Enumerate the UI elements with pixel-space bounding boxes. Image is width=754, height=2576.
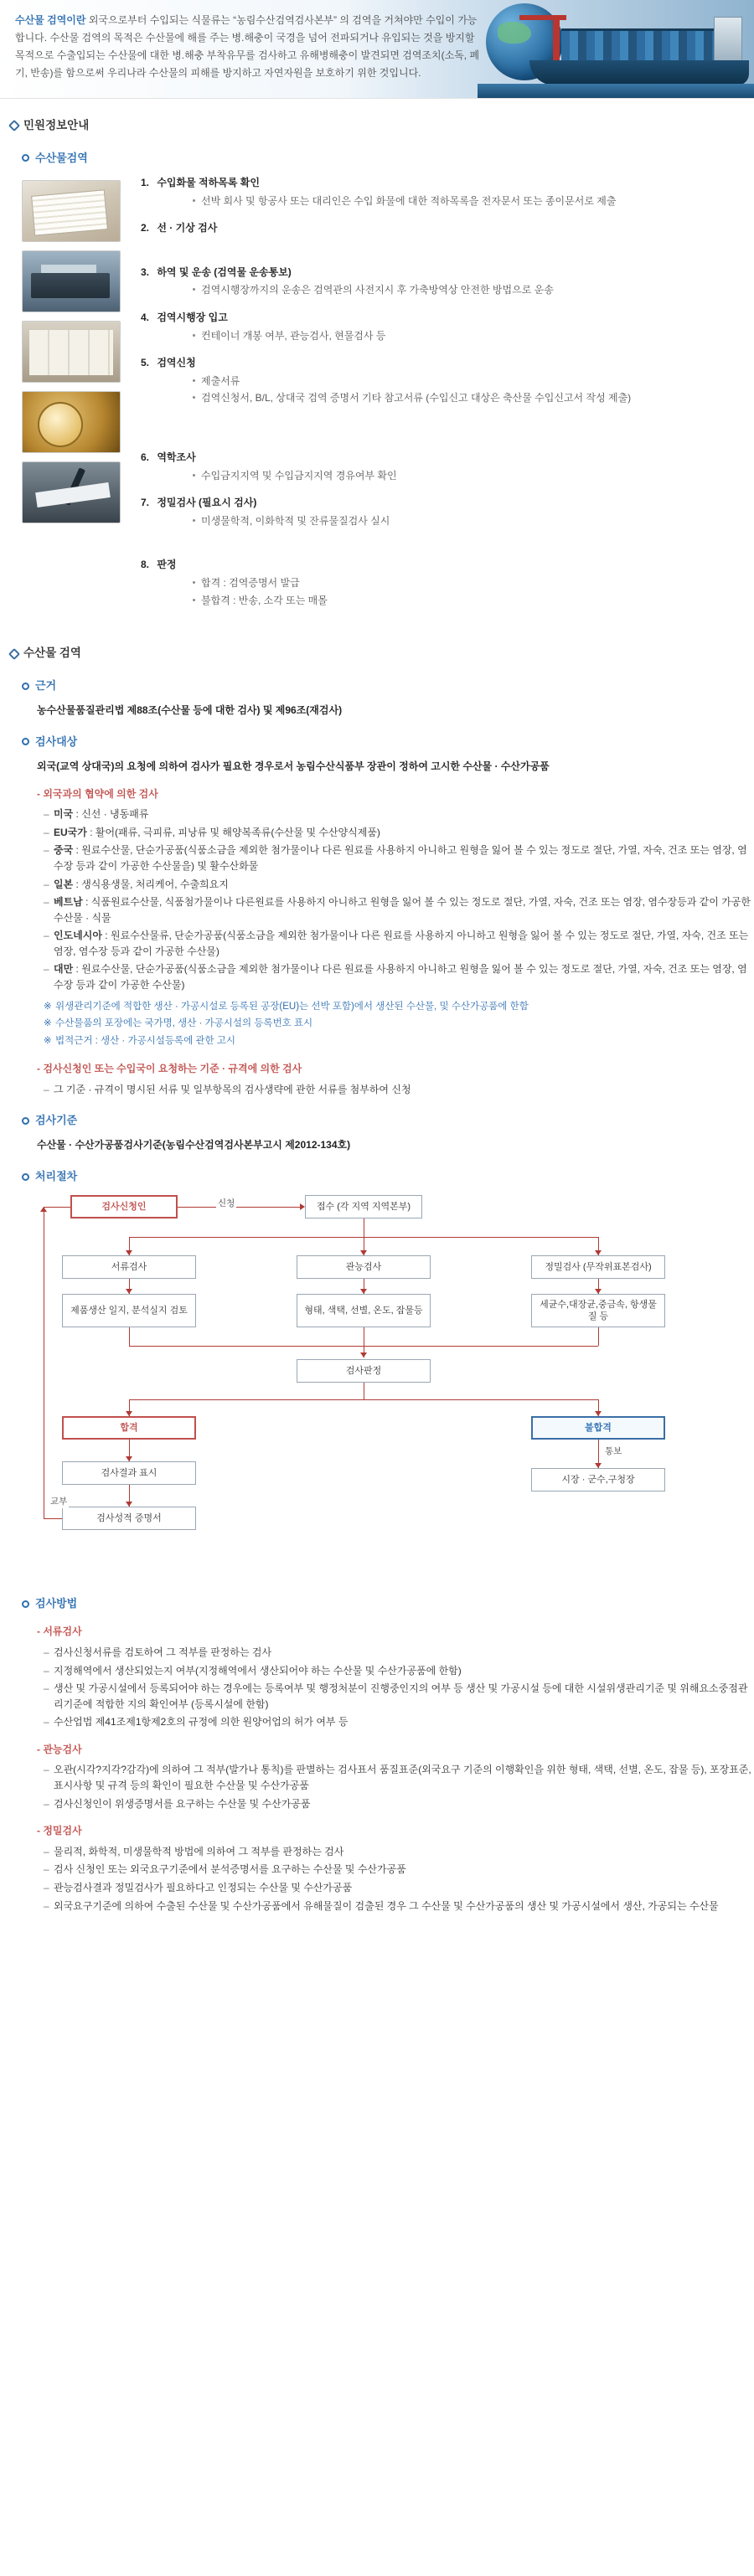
flow-node-doc-detail: 제품생산 일지, 분석실지 검토 bbox=[62, 1294, 196, 1327]
target-request-list bbox=[44, 1082, 754, 1098]
flow-connector bbox=[598, 1327, 599, 1346]
step-detail-list bbox=[191, 575, 754, 608]
flow-node-pass: 합격 bbox=[62, 1416, 196, 1440]
step-title: 선 · 기상 검사 bbox=[157, 222, 218, 234]
list-item: – 검사신청서류를 검토하여 그 적부를 판정하는 검사 bbox=[44, 1645, 754, 1661]
step-detail-list bbox=[191, 328, 754, 344]
subsection-quarantine-title bbox=[22, 150, 754, 167]
procedure-step-title bbox=[141, 310, 754, 326]
section-main-title bbox=[10, 645, 754, 662]
flow-node-mark: 검사결과 표시 bbox=[62, 1461, 196, 1485]
target-intro: 외국(교역 상대국)의 요청에 의하여 검사가 필요한 경우로서 농림수산식품부 장관이 정하여 고시한 수산물 · 수산가공품 bbox=[37, 760, 550, 772]
photo-truck bbox=[22, 250, 121, 312]
method-item-list bbox=[44, 1645, 754, 1730]
step-detail-list bbox=[191, 193, 754, 209]
list-item: 컨테이너 개봉 여부, 관능검사, 현물검사 등 bbox=[191, 328, 754, 344]
photo-lab-dish bbox=[22, 391, 121, 453]
flow-label-notify: 통보 bbox=[603, 1445, 623, 1458]
list-item: – 수산업법 제41조제1항제2호의 규정에 의한 원양어업의 허가 여부 등 bbox=[44, 1714, 754, 1730]
ring-bullet-icon bbox=[22, 1600, 29, 1608]
flow-connector bbox=[44, 1207, 70, 1208]
method-item-list bbox=[44, 1844, 754, 1914]
procedure-photo-list bbox=[22, 175, 754, 620]
crane-icon bbox=[553, 15, 560, 62]
list-item: – 일본 : 생식용생물, 처리케어, 수출희요지 bbox=[44, 877, 754, 893]
list-item: 제출서류 bbox=[191, 374, 754, 389]
list-item: – 오관(시각?지각?감각)에 의하여 그 적부(발가나 통칙)를 판별하는 검사표서 품질표준(외국요구 기준의 이행확인을 위한 형태, 색택, 선별, 온도, 잡물 등), 포장표준, 표시사항 및 규격 등의 확인이 필요한 수산물 및 수산가공품 bbox=[44, 1762, 754, 1793]
list-item: ※ 법적근거 : 생산 · 가공시설등록에 관한 고시 bbox=[44, 1034, 754, 1049]
banner-body: 외국으로부터 수입되는 식물류는 “농림수산검역검사본부” 의 검역을 거쳐야만 수입이 가능합니다. 수산물 검역의 목적은 수산물에 해를 주는 병.해충이 국경을 넘어 전파되거나 유입되는 것을 방지할 목적으로 수출입되는 수산물에 대한 병.해충 부착유무를 검사하고 유해병해충이 발견되면 검역조치(소독, 폐기, 반송)를 함으로써 우리나라 수산물의 피해를 방지하고 자연자원을 보호하기 위한 것입니다. bbox=[15, 14, 480, 79]
list-item: – 물리적, 화학적, 미생물학적 방법에 의하여 그 적부를 판정하는 검사 bbox=[44, 1844, 754, 1860]
subsection-methods-heading: 검사방법 bbox=[35, 1597, 78, 1610]
ring-bullet-icon bbox=[22, 154, 29, 162]
step-number: 8. bbox=[141, 559, 150, 571]
method-group-heading: - 정밀검사 bbox=[37, 1823, 754, 1839]
country-desc: 원료수산물, 단순가공품(식품소금을 제외한 첨가물이나 다른 원료를 사용하지 아니하고 원형을 잃어 볼 수 있는 정도로 절단, 가열, 자숙, 건조 또는 염장, 염수장 등과 같이 가공한 수산물) bbox=[54, 963, 747, 992]
ship-hull-icon bbox=[529, 60, 749, 85]
flow-node-applicant: 검사신청인 bbox=[70, 1195, 178, 1218]
banner-lead: 수산물 검역이란 bbox=[15, 14, 86, 26]
flow-node-cert: 검사성적 증명서 bbox=[62, 1507, 196, 1530]
photo-inspection-desk bbox=[22, 321, 121, 383]
step-title: 하역 및 운송 (검역물 운송통보) bbox=[157, 265, 292, 278]
list-item: – 관능검사결과 정밀검사가 필요하다고 인정되는 수산물 및 수산가공품 bbox=[44, 1880, 754, 1896]
ship-tower-icon bbox=[714, 17, 742, 62]
flow-connector bbox=[129, 1327, 130, 1346]
list-item: – 베트남 : 식품원료수산물, 식품첨가물이나 다른원료를 사용하지 아니하고 원형을 잃어 볼 수 있는 정도로 절단, 가열, 자숙, 건조 또는 염장, 염수장등과 같이 가공한 수산물 · 식물 bbox=[44, 894, 754, 925]
list-item: – 미국 : 신선 · 냉동패류 bbox=[44, 806, 754, 822]
subsection-procedure-title bbox=[22, 1168, 754, 1185]
step-number: 3. bbox=[141, 265, 150, 278]
flow-arrow bbox=[40, 1207, 47, 1212]
list-item: 미생물학적, 이화학적 및 잔류물질검사 실시 bbox=[191, 513, 754, 529]
banner-text bbox=[15, 12, 484, 82]
step-title: 검역시행장 입고 bbox=[157, 312, 228, 324]
procedure-step bbox=[137, 175, 754, 209]
flow-node-doc-review: 서류검사 bbox=[62, 1255, 196, 1279]
photo-documents bbox=[22, 180, 121, 242]
step-detail-list bbox=[191, 374, 754, 406]
list-item: – 중국 : 원료수산물, 단순가공품(식품소금을 제외한 첨가물이나 다른 원료를 사용하지 아니하고 원형을 잃어 볼 수 있는 정도로 절단, 가열, 자숙, 건조 또는 염장, 염수장 등과 같이 가공한 수산물을) 및 활수산화물 bbox=[44, 842, 754, 873]
subsection-target-title bbox=[22, 734, 754, 750]
flow-arrow bbox=[300, 1203, 305, 1210]
list-item: – EU국가 : 활어(패류, 극피류, 피낭류 및 해양복족류(수산물 및 수산양식제품) bbox=[44, 825, 754, 841]
subsection-procedure-heading: 처리절차 bbox=[35, 1170, 78, 1183]
list-item: – 지정해역에서 생산되었는지 여부(지정해역에서 생산되어야 하는 수산물 및 수산가공품에 한함) bbox=[44, 1663, 754, 1679]
target-subheading: - 외국과의 협약에 의한 검사 bbox=[37, 786, 754, 802]
flow-label-deliver: 교부 bbox=[49, 1495, 69, 1508]
flow-node-precision: 정밀검사 (무작위표본검사) bbox=[531, 1255, 665, 1279]
list-item: 합격 : 검역증명서 발급 bbox=[191, 575, 754, 591]
flow-node-fail: 불합격 bbox=[531, 1416, 665, 1440]
list-item: – 그 기준 · 규격이 명시된 서류 및 일부항목의 검사생략에 관한 서류를 첨부하여 신청 bbox=[44, 1082, 754, 1098]
list-item: ※ 위생관리기준에 적합한 생산 · 가공시설로 등록된 공장(EU)는 선박 포함)에서 생산된 수산물, 및 수산가공품에 한함 bbox=[44, 1000, 754, 1015]
target-request-heading: - 검사신청인 또는 수입국이 요청하는 기준 · 규격에 의한 검사 bbox=[37, 1061, 754, 1077]
step-title: 검역신청 bbox=[157, 357, 196, 369]
photo-signing bbox=[22, 461, 121, 523]
procedure-step-title bbox=[141, 495, 754, 511]
procedure-photos bbox=[22, 175, 131, 532]
step-title: 정밀검사 (필요시 검사) bbox=[157, 497, 257, 509]
list-item: 불합격 : 반송, 소각 또는 매몰 bbox=[191, 593, 754, 609]
list-item: 검역시행장까지의 운송은 검역관의 사전지시 후 가축방역상 안전한 방법으로 운송 bbox=[191, 282, 754, 298]
country-desc: 활어(패류, 극피류, 피낭류 및 해양복족류(수산물 및 수산양식제품) bbox=[95, 826, 380, 838]
country-desc: 식품원료수산물, 식품첨가물이나 다른원료를 사용하지 아니하고 원형을 잃어 볼 수 있는 정도로 절단, 가열, 자숙, 건조 또는 염장, 염수장등과 같이 가공한 수산물 · 식물 bbox=[54, 896, 751, 924]
flow-connector bbox=[129, 1399, 598, 1400]
flow-node-judgement: 검사판정 bbox=[297, 1359, 431, 1383]
procedure-step bbox=[137, 310, 754, 343]
country-name: EU국가 bbox=[54, 826, 87, 838]
country-name: 베트남 bbox=[54, 896, 83, 909]
list-item: – 검사신청인이 위생증명서를 요구하는 수산물 및 수산가공품 bbox=[44, 1796, 754, 1812]
step-detail-list bbox=[191, 282, 754, 298]
basis-text: 농수산물품질관리법 제88조(수산물 등에 대한 검사) 및 제96조(재검사) bbox=[37, 704, 343, 717]
list-item: 선박 회사 및 항공사 또는 대리인은 수입 화물에 대한 적하목록을 전자문서 또는 종이문서로 제출 bbox=[191, 193, 754, 209]
container-stack-icon bbox=[561, 28, 726, 62]
procedure-step bbox=[137, 265, 754, 298]
list-item: ※ 수산물품의 포장에는 국가명, 생산 · 가공시설의 등록번호 표시 bbox=[44, 1017, 754, 1032]
country-name: 중국 bbox=[54, 844, 74, 857]
subsection-standard-heading: 검사기준 bbox=[35, 1114, 78, 1127]
list-item: 검역신청서, B/L, 상대국 검역 증명서 기타 참고서류 (수입신고 대상은 축산물 수입신고서 작성 제출) bbox=[191, 390, 754, 406]
procedure-step bbox=[137, 355, 754, 406]
country-desc: 생식용생물, 처리케어, 수출희요지 bbox=[81, 878, 229, 890]
subsection-standard-title bbox=[22, 1112, 754, 1129]
flow-arrow bbox=[360, 1352, 367, 1358]
step-detail-list bbox=[191, 513, 754, 529]
flow-connector bbox=[44, 1518, 62, 1519]
procedure-step-title bbox=[141, 175, 754, 191]
section-main-title-text: 수산물 검역 bbox=[23, 647, 81, 660]
subsection-quarantine-title-text: 수산물검역 bbox=[35, 151, 88, 164]
step-number: 1. bbox=[141, 177, 150, 189]
flow-node-reception: 접수 (각 지역 지역본부) bbox=[305, 1195, 422, 1218]
top-banner bbox=[0, 0, 754, 99]
subsection-target-heading: 검사대상 bbox=[35, 734, 78, 748]
list-item: – 검사 신청인 또는 외국요구기준에서 분석증명서를 요구하는 수산물 및 수산가공품 bbox=[44, 1862, 754, 1878]
country-name: 인도네시아 bbox=[54, 930, 102, 942]
country-name: 미국 bbox=[54, 808, 74, 821]
procedure-step bbox=[137, 557, 754, 608]
country-name: 대만 bbox=[54, 963, 74, 976]
flow-node-authority: 시장 · 군수,구청장 bbox=[531, 1468, 665, 1492]
subsection-basis-heading: 근거 bbox=[35, 679, 57, 693]
standard-text: 수산물 · 수산가공품검사기준(농림수산검역검사본부고시 제2012-134호) bbox=[37, 1139, 351, 1151]
diamond-bullet-icon bbox=[8, 120, 20, 131]
ring-bullet-icon bbox=[22, 1117, 29, 1125]
list-item: 수입금지지역 및 수입금지지역 경유여부 확인 bbox=[191, 468, 754, 484]
step-detail-list bbox=[191, 468, 754, 484]
step-title: 역학조사 bbox=[157, 451, 196, 463]
flow-node-sensory: 관능검사 bbox=[297, 1255, 431, 1279]
banner-illustration bbox=[478, 0, 754, 99]
list-item: – 대만 : 원료수산물, 단순가공품(식품소금을 제외한 첨가물이나 다른 원료를 사용하지 아니하고 원형을 잃어 볼 수 있는 정도로 절단, 가열, 자숙, 건조 또는 염장, 염수장 등과 같이 가공한 수산물) bbox=[44, 961, 754, 992]
procedure-step bbox=[137, 450, 754, 483]
country-desc: 신선 · 냉동패류 bbox=[81, 808, 149, 821]
method-group-heading: - 관능검사 bbox=[37, 1742, 754, 1758]
water-icon bbox=[478, 84, 754, 99]
country-list bbox=[44, 806, 754, 993]
country-name: 일본 bbox=[54, 878, 74, 890]
flow-node-precision-detail: 세균수,대장균,중금속, 항생물질 등 bbox=[531, 1294, 665, 1327]
procedure-steps bbox=[131, 175, 754, 620]
section-guide-title-text: 민원정보안내 bbox=[23, 119, 90, 131]
procedure-step bbox=[137, 220, 754, 236]
procedure-step-title bbox=[141, 265, 754, 281]
section-guide-title bbox=[10, 117, 754, 135]
list-item: – 외국요구기준에 의하여 수출된 수산물 및 수산가공품에서 유해물질이 검출된 경우 그 수산물 및 수산가공품의 생산 및 가공시설에서 생산, 가공되는 수산물 bbox=[44, 1899, 754, 1914]
procedure-step-title bbox=[141, 355, 754, 371]
flow-node-sensory-detail: 형태, 색택, 선별, 온도, 잡물등 bbox=[297, 1294, 431, 1327]
procedure-step bbox=[137, 495, 754, 528]
diamond-bullet-icon bbox=[8, 648, 20, 660]
step-title: 수입화물 적하목록 확인 bbox=[157, 177, 260, 189]
ring-bullet-icon bbox=[22, 738, 29, 745]
subsection-basis-title bbox=[22, 677, 754, 694]
procedure-step-title bbox=[141, 220, 754, 236]
list-item: – 인도네시아 : 원료수산물류, 단순가공품(식품소금을 제외한 첨가물이나 다른 원료를 사용하지 아니하고 원형을 잃어 볼 수 있는 정도로 절단, 가열, 자숙, 건조 또는 염장, 염수장 등과 같이 가공한 수산물) bbox=[44, 928, 754, 959]
procedure-step-title bbox=[141, 557, 754, 573]
ring-bullet-icon bbox=[22, 683, 29, 690]
flow-label-apply: 신청 bbox=[216, 1197, 236, 1210]
step-number: 5. bbox=[141, 357, 150, 369]
country-desc: 원료수산물류, 단순가공품(식품소금을 제외한 첨가물이나 다른 원료를 사용하지 아니하고 원형을 잃어 볼 수 있는 정도로 절단, 가열, 자숙, 건조 또는 염장, 염수장 등과 같이 가공한 수산물) bbox=[54, 930, 749, 957]
ring-bullet-icon bbox=[22, 1173, 29, 1181]
country-desc: 원료수산물, 단순가공품(식품소금을 제외한 첨가물이나 다른 원료를 사용하지 아니하고 원형을 잃어 볼 수 있는 정도로 절단, 가열, 자숙, 건조 또는 염장, 염수장 등과 같이 가공한 수산물을) 및 활수산화물 bbox=[54, 844, 747, 872]
step-number: 7. bbox=[141, 497, 150, 509]
target-notes bbox=[44, 1000, 754, 1049]
method-item-list bbox=[44, 1762, 754, 1811]
step-number: 2. bbox=[141, 222, 150, 234]
subsection-methods-title bbox=[22, 1595, 754, 1612]
procedure-step-title bbox=[141, 450, 754, 466]
flow-connector bbox=[178, 1207, 300, 1208]
step-number: 6. bbox=[141, 451, 150, 463]
list-item: – 생산 및 가공시설에서 등록되어야 하는 경우에는 등록여부 및 행정처분이 진행중인지의 여부 등 생산 및 가공시설 등에 대한 시설위생관리기준 및 위해요소중점관리기준에 적합한 지의 확인여부 (등록시설에 한함) bbox=[44, 1681, 754, 1712]
step-number: 4. bbox=[141, 312, 150, 324]
step-title: 판정 bbox=[157, 559, 177, 571]
method-group-heading: - 서류검사 bbox=[37, 1624, 754, 1640]
procedure-flowchart bbox=[37, 1195, 699, 1580]
